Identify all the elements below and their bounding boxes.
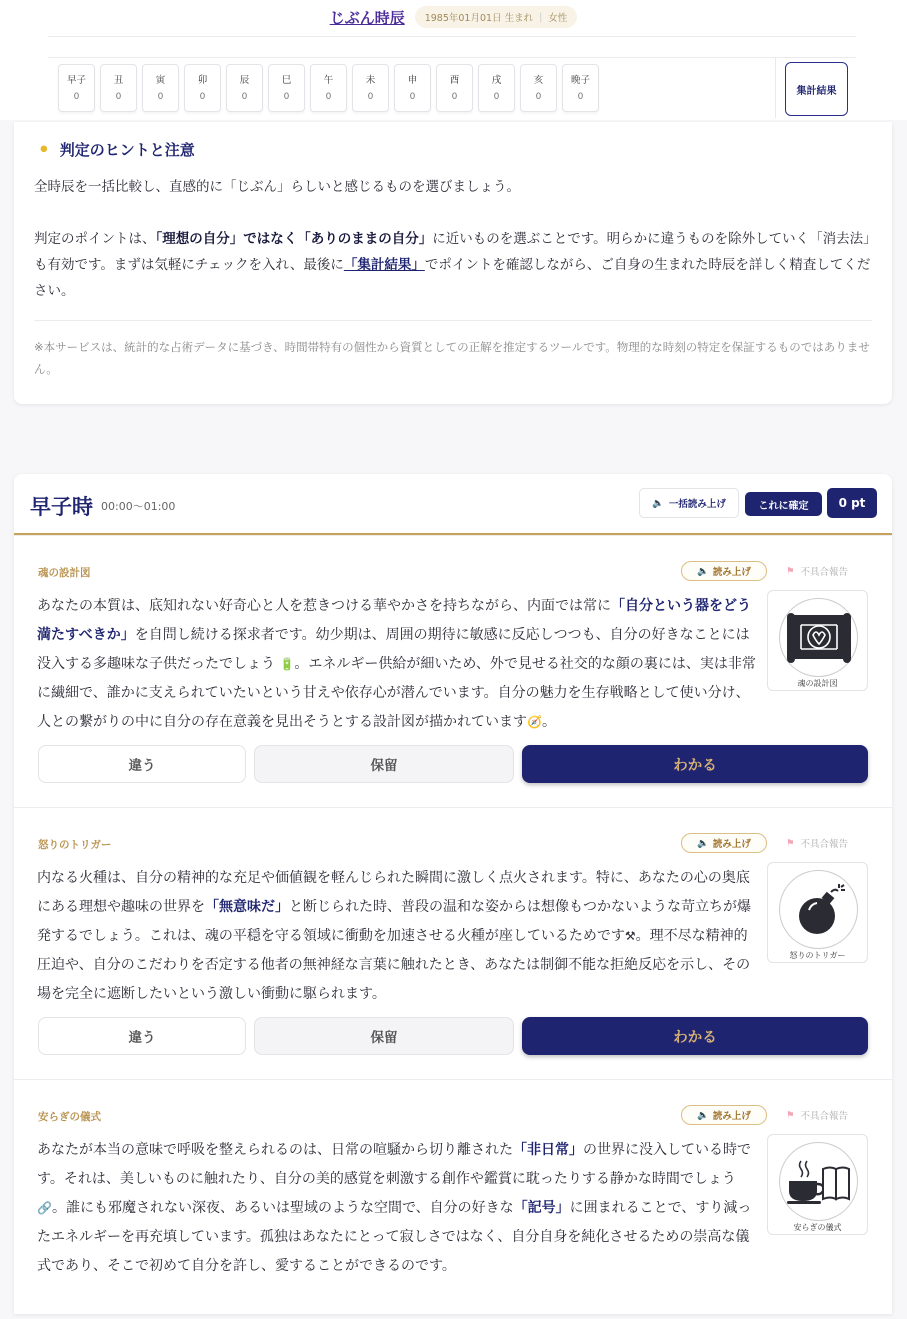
emphasis: 「非日常」 bbox=[513, 1142, 583, 1158]
hour-name: 卯 bbox=[197, 75, 208, 86]
coffee-book-icon bbox=[779, 1142, 858, 1221]
hour-item-i[interactable] bbox=[520, 64, 557, 112]
card-label: 魂の設計図 bbox=[38, 567, 91, 579]
hour-item-tatsu[interactable] bbox=[226, 64, 263, 112]
flag-icon: ⚑ bbox=[786, 837, 795, 849]
text: 。 bbox=[541, 714, 556, 730]
read-aloud-button[interactable] bbox=[681, 833, 767, 853]
hour-score: 0 bbox=[493, 92, 500, 102]
hour-name: 丑 bbox=[113, 75, 124, 86]
hour-name: 辰 bbox=[239, 75, 250, 86]
hour-score-list bbox=[58, 64, 599, 112]
hour-name: 晩子 bbox=[570, 75, 590, 86]
section-header bbox=[14, 474, 892, 535]
answer-buttons bbox=[38, 745, 868, 783]
hour-score: 0 bbox=[535, 92, 542, 102]
points-badge: 0 pt bbox=[827, 488, 877, 518]
hint-title-text: 判定のヒントと注意 bbox=[59, 141, 195, 159]
hint-title bbox=[38, 139, 195, 160]
hour-item-hitsuji[interactable] bbox=[352, 64, 389, 112]
profile-badge bbox=[415, 6, 578, 28]
blueprint-icon bbox=[779, 598, 858, 677]
hour-name: 酉 bbox=[449, 75, 460, 86]
hint-text: でポイントを確認しながら、ご自身の生まれた時辰を詳しく精査してください。 bbox=[34, 257, 871, 299]
flag-icon: ⚑ bbox=[786, 1109, 795, 1121]
disagree-button[interactable]: 違う bbox=[38, 1017, 246, 1055]
read-aloud-button[interactable] bbox=[681, 561, 767, 581]
text: を自問し続ける探求者です。幼少期は、周囲の期待に敏感に反応しつつも、自分の好きなことには没入する多趣味な子供だったでしょう bbox=[37, 627, 750, 672]
read-all-label: 一括読み上げ bbox=[668, 499, 726, 510]
report-button[interactable] bbox=[786, 1108, 848, 1122]
illustration-caption: 魂の設計図 bbox=[797, 679, 838, 688]
hint-paragraph: 全時辰を一括比較し、直感的に「じぶん」らしいと感じるものを選びましょう。 bbox=[34, 179, 520, 195]
hour-item-tori[interactable] bbox=[436, 64, 473, 112]
trait-card bbox=[14, 1079, 892, 1319]
speaker-icon: 🔈 bbox=[697, 565, 709, 577]
speaker-icon: 🔈 bbox=[697, 837, 709, 849]
hour-score: 0 bbox=[241, 92, 248, 102]
speaker-icon: 🔈 bbox=[697, 1109, 709, 1121]
meta-separator: | bbox=[539, 11, 543, 23]
card-text bbox=[37, 1136, 759, 1281]
confirm-button[interactable]: これに確定 bbox=[745, 492, 822, 516]
divider bbox=[48, 36, 856, 37]
disagree-button[interactable]: 違う bbox=[38, 745, 246, 783]
agree-button[interactable]: わかる bbox=[522, 745, 868, 783]
top-bar bbox=[0, 0, 907, 120]
hour-item-osone[interactable] bbox=[562, 64, 599, 112]
read-all-button[interactable] bbox=[639, 488, 739, 518]
bomb-icon bbox=[779, 870, 858, 949]
hour-name: 申 bbox=[407, 75, 418, 86]
text: 内なる火種は、自分の精神的な充足や価値観を軽んじられた瞬間に激しく点火されます。特に、あなたの心の奥底にある理想や趣味の世界を bbox=[37, 870, 750, 915]
hour-name: 亥 bbox=[533, 75, 544, 86]
text: あなたの本質は、底知れない好奇心と人を惹きつける華やかさを持ちながら、内面では常に bbox=[37, 598, 611, 614]
hold-button[interactable]: 保留 bbox=[254, 745, 514, 783]
hour-score: 0 bbox=[409, 92, 416, 102]
hour-name: 未 bbox=[365, 75, 376, 86]
hammer-icon: ⚒ bbox=[624, 929, 636, 943]
hint-panel bbox=[14, 122, 892, 404]
read-label: 読み上げ bbox=[712, 1111, 751, 1122]
hour-score: 0 bbox=[157, 92, 164, 102]
lightbulb-icon: ⚫ bbox=[38, 141, 50, 158]
gender: 女性 bbox=[548, 13, 568, 24]
emphasis: 「無意味だ」 bbox=[205, 899, 289, 915]
hour-item-u[interactable] bbox=[184, 64, 221, 112]
text: あなたが本当の意味で呼吸を整えられるのは、日常の喧騒から切り離された bbox=[37, 1142, 513, 1158]
answer-buttons bbox=[38, 1017, 868, 1055]
disclaimer-note: ※本サービスは、統計的な占術データに基づき、時間帯特有の個性から資質としての正解を推定するツールです。物理的な時刻の特定を保証するものではありません。 bbox=[34, 340, 870, 376]
illustration-caption: 怒りのトリガー bbox=[789, 951, 846, 960]
hour-name: 午 bbox=[323, 75, 334, 86]
card-label: 安らぎの儀式 bbox=[38, 1111, 101, 1123]
summary-link[interactable]: 「集計結果」 bbox=[343, 257, 425, 273]
illustration-caption: 安らぎの儀式 bbox=[793, 1223, 842, 1232]
hour-score: 0 bbox=[325, 92, 332, 102]
read-aloud-button[interactable] bbox=[681, 1105, 767, 1125]
hint-paragraph bbox=[34, 226, 874, 304]
hour-item-inu[interactable] bbox=[478, 64, 515, 112]
hour-name: 戌 bbox=[491, 75, 502, 86]
report-button[interactable] bbox=[786, 836, 848, 850]
summary-button[interactable]: 集計結果 bbox=[785, 62, 848, 116]
emphasis: 「自分という器をどう満たすべきか」 bbox=[37, 598, 751, 643]
hour-score: 0 bbox=[451, 92, 458, 102]
hour-score: 0 bbox=[283, 92, 290, 102]
hour-score: 0 bbox=[115, 92, 122, 102]
title-row bbox=[0, 6, 907, 28]
link-icon: 🔗 bbox=[37, 1201, 52, 1215]
brand-link[interactable]: じぶん時辰 bbox=[329, 8, 405, 27]
hour-item-uma[interactable] bbox=[310, 64, 347, 112]
hour-item-tora[interactable] bbox=[142, 64, 179, 112]
report-label: 不具合報告 bbox=[800, 567, 849, 578]
speaker-icon: 🔈 bbox=[652, 497, 664, 509]
flag-icon: ⚑ bbox=[786, 565, 795, 577]
hour-name: 早子 bbox=[66, 75, 86, 86]
card-text bbox=[37, 864, 759, 1009]
hour-item-mi[interactable] bbox=[268, 64, 305, 112]
agree-button[interactable]: わかる bbox=[522, 1017, 868, 1055]
section-time-range: 00:00〜01:00 bbox=[101, 500, 176, 513]
hint-text: 判定のポイントは、 bbox=[34, 231, 156, 247]
hour-score: 0 bbox=[577, 92, 584, 102]
section-title: 早子時 bbox=[30, 494, 93, 519]
compass-icon: 🧭 bbox=[527, 715, 542, 729]
report-button[interactable] bbox=[786, 564, 848, 578]
hour-item-hayane[interactable] bbox=[58, 64, 95, 112]
divider bbox=[34, 320, 872, 321]
emphasis: 「記号」 bbox=[513, 1200, 570, 1216]
card-illustration bbox=[767, 862, 868, 963]
hour-section bbox=[14, 474, 892, 1314]
hour-name: 寅 bbox=[155, 75, 166, 86]
hour-score: 0 bbox=[73, 92, 80, 102]
report-label: 不具合報告 bbox=[800, 1111, 849, 1122]
birth-date: 1985年01月01日 生まれ bbox=[424, 13, 534, 24]
report-label: 不具合報告 bbox=[800, 839, 849, 850]
hour-score: 0 bbox=[367, 92, 374, 102]
trait-card bbox=[14, 807, 892, 1079]
hold-button[interactable]: 保留 bbox=[254, 1017, 514, 1055]
divider bbox=[48, 57, 856, 58]
text: 。エネルギー供給が細いため、外で見せる社交的な顔の裏には、実は非常に繊細で、誰かに支えられていたいという甘えや依存心が潜んでいます。自分の魅力を生存戦略として使い分け、人との繋がりの中に自分の存在意義を見出そうとする設計図が描かれています bbox=[37, 656, 756, 730]
read-label: 読み上げ bbox=[712, 567, 751, 578]
hour-score: 0 bbox=[199, 92, 206, 102]
text: 。誰にも邪魔されない深夜、あるいは聖域のような空間で、自分の好きな bbox=[51, 1200, 514, 1216]
text: の世界に没入している時です。それは、美しいものに触れたり、自分の美的感覚を刺激する創作や鑑賞に耽ったりする静かな時間でしょう bbox=[37, 1142, 751, 1187]
text: 。理不尽な精神的圧迫や、自分のこだわりを否定する他者の無神経な言葉に触れたとき、あなたは制御不能な拒絶反応を示し、その場を完全に遮断したいという激しい衝動に駆られます。 bbox=[37, 928, 751, 1002]
hour-item-ushi[interactable] bbox=[100, 64, 137, 112]
text: に囲まれることで、すり減ったエネルギーを再充填しています。孤独はあなたにとって寂しさではなく、自分自身を純化させるための崇高な儀式であり、そこで初めて自分を許し、愛することができるのです。 bbox=[37, 1200, 752, 1274]
hour-name: 巳 bbox=[281, 75, 292, 86]
trait-card bbox=[14, 535, 892, 807]
read-label: 読み上げ bbox=[712, 839, 751, 850]
text: と断じられた時、普段の温和な姿からは想像もつかないような苛立ちが爆発するでしょう。これは、魂の平穏を守る領域に衝動を加速させる火種が座しているためです bbox=[37, 899, 751, 944]
card-label: 怒りのトリガー bbox=[38, 839, 112, 851]
hour-item-saru[interactable] bbox=[394, 64, 431, 112]
card-text bbox=[37, 592, 759, 737]
hint-text: に近いものを選ぶことです。明らかに違うものを除外していく「消去法」も有効です。まずは気軽にチェックを入れ、最後に bbox=[34, 231, 870, 273]
divider bbox=[775, 58, 776, 118]
card-illustration bbox=[767, 590, 868, 691]
card-illustration bbox=[767, 1134, 868, 1235]
hint-emphasis: 「理想の自分」ではなく「ありのままの自分」 bbox=[155, 231, 433, 247]
battery-icon: 🔋 bbox=[279, 657, 295, 671]
